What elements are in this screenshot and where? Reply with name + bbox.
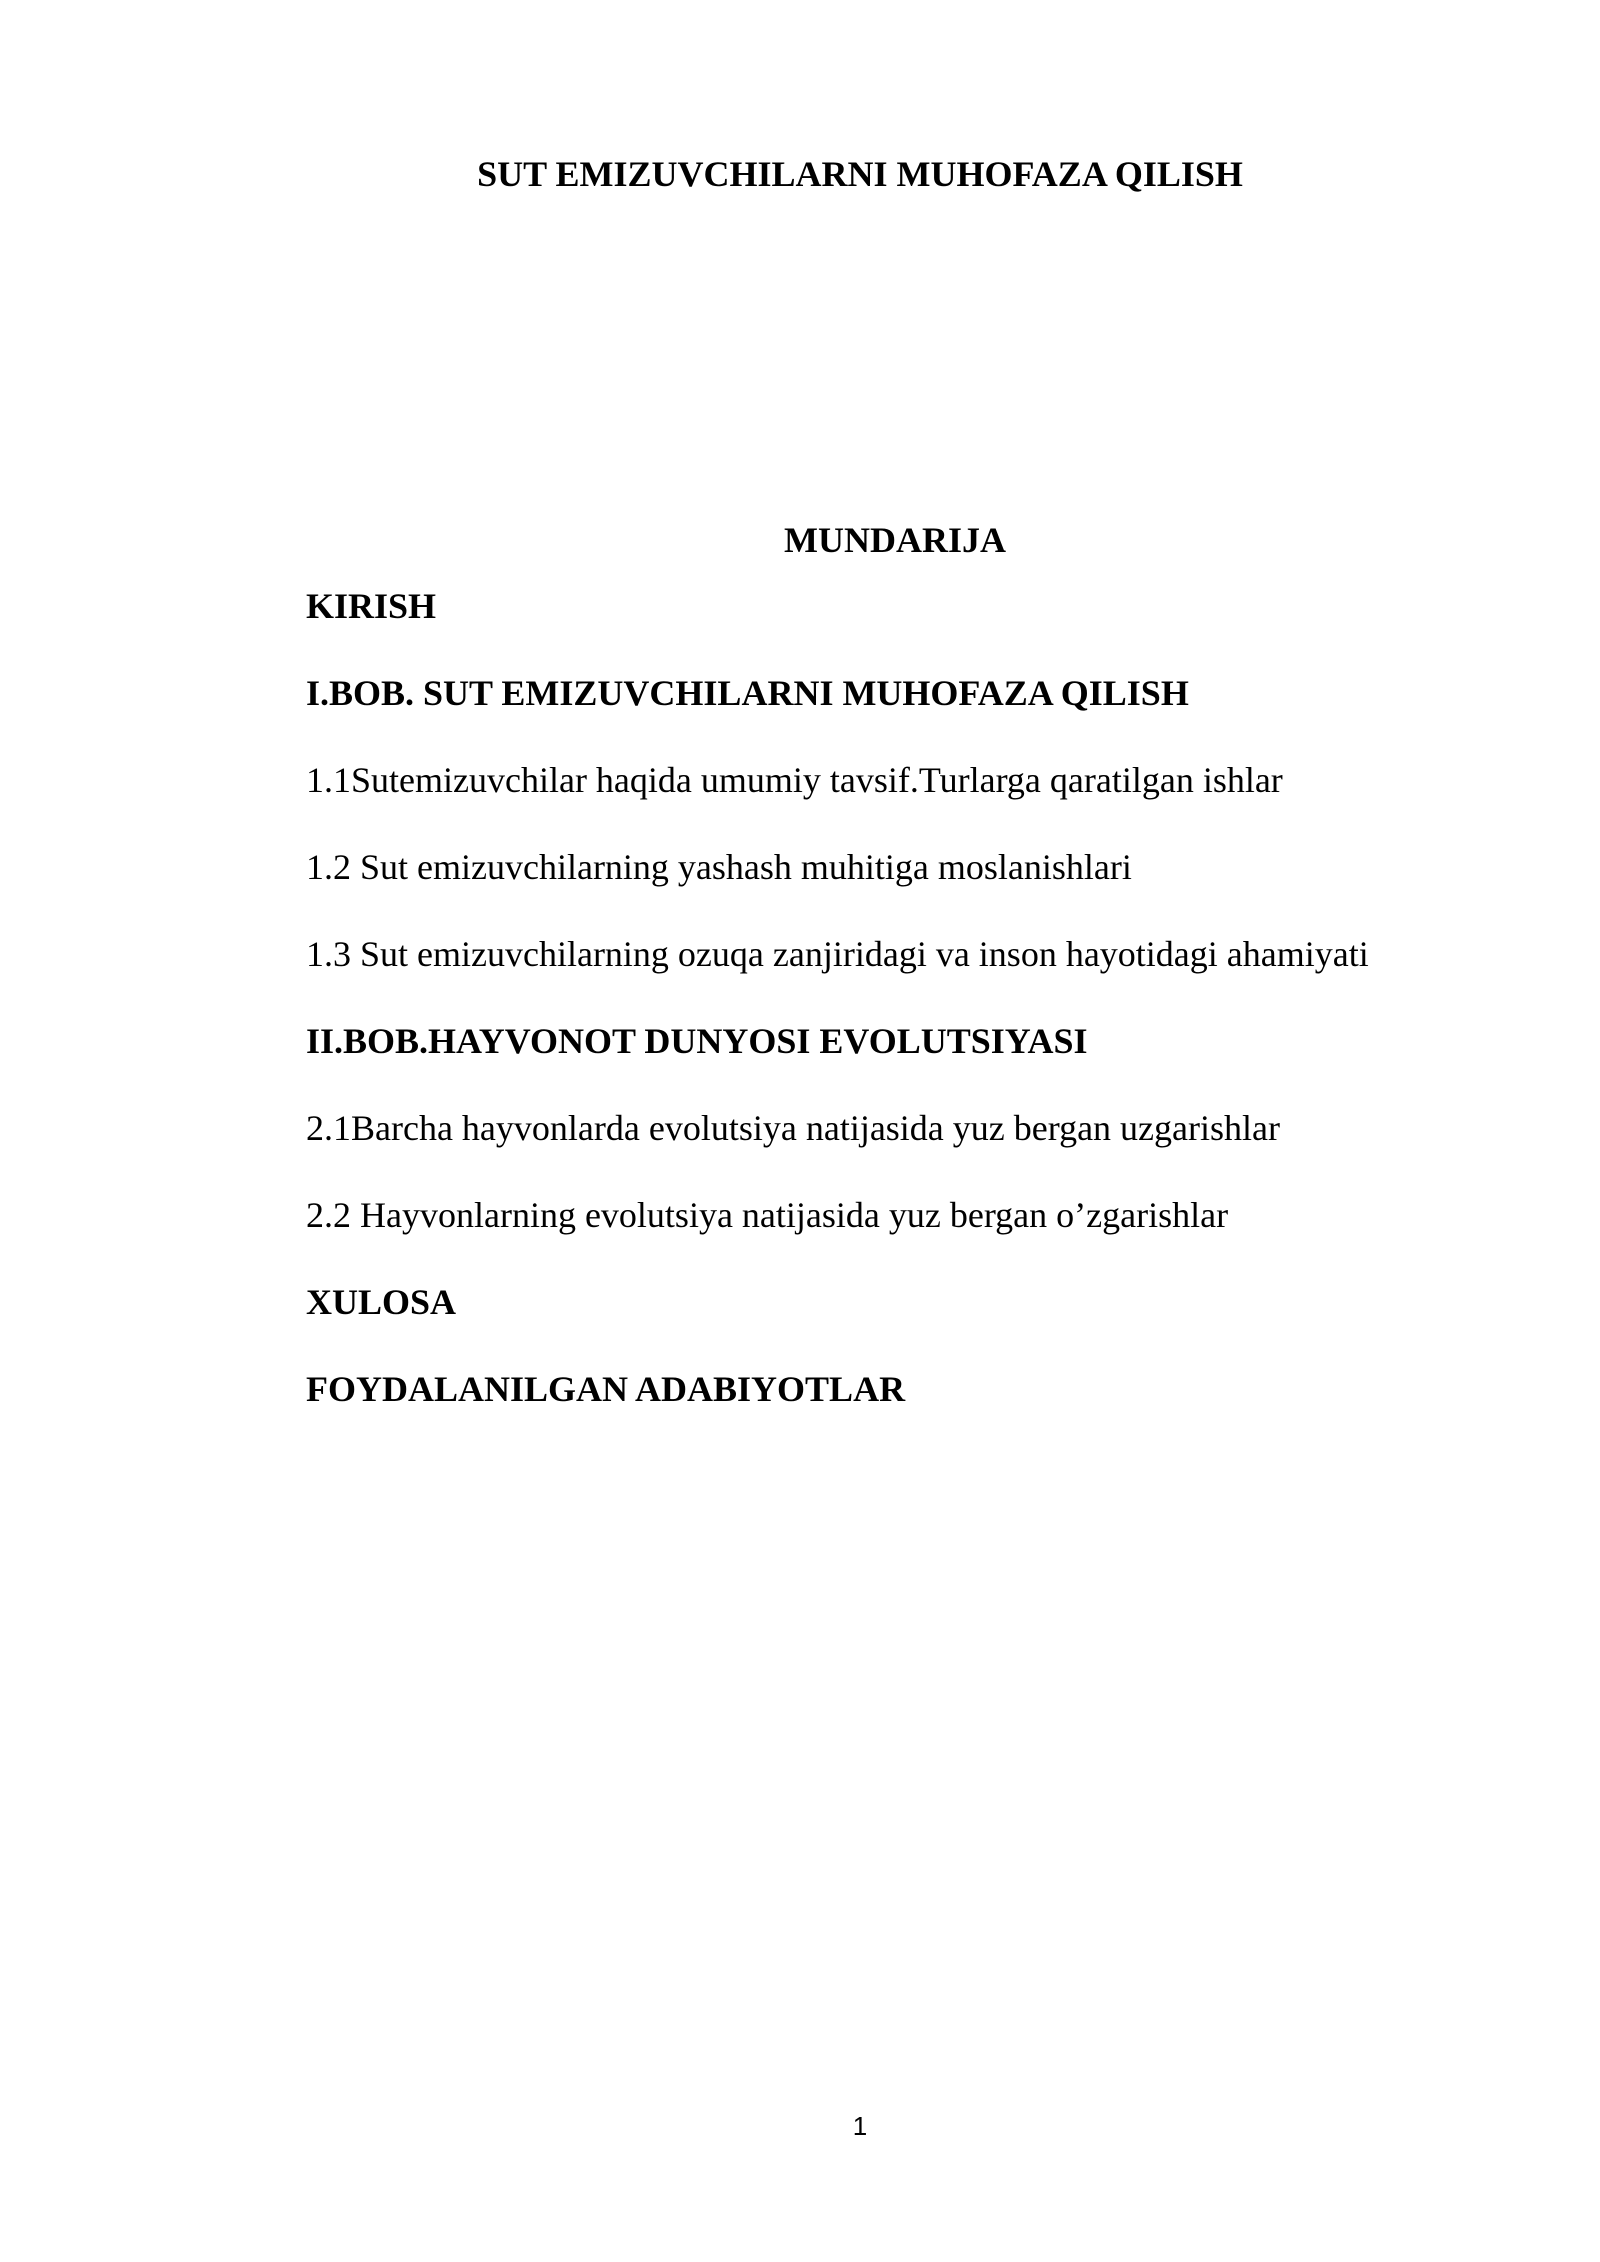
toc-item-section-1-2: 1.2 Sut emizuvchilarning yashash muhitiga moslanishlari bbox=[306, 847, 1132, 887]
toc-item-section-1-3: 1.3 Sut emizuvchilarning ozuqa zanjiridagi va inson hayotidagi ahamiyati bbox=[306, 934, 1369, 974]
toc-heading: MUNDARIJA bbox=[784, 520, 1006, 560]
page-number: 1 bbox=[852, 2111, 868, 2141]
toc-item-kirish: KIRISH bbox=[306, 586, 437, 626]
table-of-contents bbox=[306, 584, 1369, 1454]
toc-item-chapter-2: II.BOB.HAYVONOT DUNYOSI EVOLUTSIYASI bbox=[306, 1021, 1088, 1061]
document-title: SUT EMIZUVCHILARNI MUHOFAZA QILISH bbox=[477, 154, 1243, 194]
toc-item-chapter-1: I.BOB. SUT EMIZUVCHILARNI MUHOFAZA QILISH bbox=[306, 673, 1189, 713]
toc-item-xulosa: XULOSA bbox=[306, 1282, 457, 1322]
toc-item-section-2-2: 2.2 Hayvonlarning evolutsiya natijasida yuz bergan o’zgarishlar bbox=[306, 1195, 1229, 1235]
toc-item-section-2-1: 2.1Barcha hayvonlarda evolutsiya natijasida yuz bergan uzgarishlar bbox=[306, 1108, 1280, 1148]
toc-item-section-1-1: 1.1Sutemizuvchilar haqida umumiy tavsif.Turlarga qaratilgan ishlar bbox=[306, 760, 1283, 800]
toc-item-references: FOYDALANILGAN ADABIYOTLAR bbox=[306, 1369, 906, 1409]
